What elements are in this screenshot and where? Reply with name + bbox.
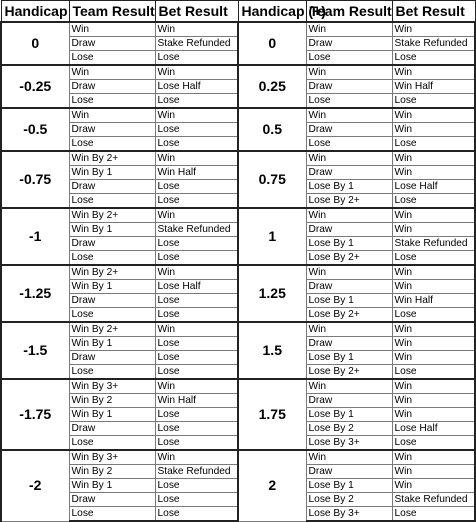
team-result-plus-cell: Draw — [306, 465, 392, 479]
team-result-cell: Win By 2+ — [69, 151, 155, 166]
bet-result-plus-cell: Lose Half — [392, 180, 475, 194]
team-result-cell: Lose — [69, 436, 155, 451]
bet-result-plus-cell: Win — [392, 22, 475, 37]
handicap-cell: -0.25 — [1, 65, 69, 108]
bet-result-cell: Lose — [155, 351, 238, 365]
team-result-plus-cell: Lose By 1 — [306, 180, 392, 194]
team-result-plus-cell: Win — [306, 322, 392, 337]
bet-result-cell: Stake Refunded — [155, 465, 238, 479]
team-result-plus-cell: Draw — [306, 123, 392, 137]
bet-result-cell: Lose Half — [155, 80, 238, 94]
bet-result-plus-cell: Lose Half — [392, 422, 475, 436]
team-result-cell: Win By 2+ — [69, 322, 155, 337]
table-row — [1, 450, 475, 465]
team-result-plus-cell: Win — [306, 65, 392, 80]
bet-result-plus-cell: Lose — [392, 436, 475, 451]
team-result-plus-cell: Draw — [306, 166, 392, 180]
bet-result-plus-cell: Win — [392, 322, 475, 337]
team-result-plus-cell: Win — [306, 22, 392, 37]
bet-result-plus-cell: Win — [392, 208, 475, 223]
handicap-plus-cell: 0.75 — [238, 151, 306, 208]
bet-result-plus-cell: Lose — [392, 507, 475, 522]
bet-result-plus-cell: Win — [392, 465, 475, 479]
bet-result-cell: Win — [155, 379, 238, 394]
bet-result-cell: Win — [155, 108, 238, 123]
bet-result-cell: Stake Refunded — [155, 223, 238, 237]
bet-result-cell: Lose — [155, 51, 238, 66]
team-result-cell: Win By 1 — [69, 166, 155, 180]
team-result-plus-cell: Draw — [306, 394, 392, 408]
bet-result-plus-cell: Lose — [392, 365, 475, 380]
bet-result-cell: Win Half — [155, 394, 238, 408]
team-result-plus-cell: Lose By 1 — [306, 237, 392, 251]
header-bet-result-plus: Bet Result — [392, 1, 475, 23]
bet-result-cell: Lose — [155, 493, 238, 507]
header-row — [1, 1, 475, 23]
header-team-result-plus: Team Result — [306, 1, 392, 23]
bet-result-plus-cell: Win — [392, 351, 475, 365]
team-result-cell: Draw — [69, 37, 155, 51]
team-result-plus-cell: Draw — [306, 337, 392, 351]
bet-result-plus-cell: Lose — [392, 51, 475, 66]
team-result-plus-cell: Draw — [306, 37, 392, 51]
team-result-cell: Draw — [69, 294, 155, 308]
bet-result-cell: Win — [155, 265, 238, 280]
bet-result-cell: Lose Half — [155, 280, 238, 294]
team-result-cell: Win — [69, 22, 155, 37]
team-result-plus-cell: Lose By 3+ — [306, 507, 392, 522]
team-result-plus-cell: Lose By 3+ — [306, 436, 392, 451]
team-result-plus-cell: Lose By 1 — [306, 351, 392, 365]
bet-result-plus-cell: Lose — [392, 194, 475, 209]
table-row — [1, 108, 475, 123]
handicap-cell: -1.25 — [1, 265, 69, 322]
team-result-cell: Lose — [69, 137, 155, 152]
header-handicap: Handicap — [1, 1, 69, 23]
bet-result-cell: Lose — [155, 422, 238, 436]
bet-result-plus-cell: Win — [392, 479, 475, 493]
team-result-plus-cell: Win — [306, 208, 392, 223]
team-result-plus-cell: Lose — [306, 51, 392, 66]
handicap-cell: -1.5 — [1, 322, 69, 379]
handicap-plus-cell: 1.25 — [238, 265, 306, 322]
header-handicap-plus: Handicap (+) — [238, 1, 306, 23]
team-result-plus-cell: Win — [306, 265, 392, 280]
team-result-plus-cell: Lose — [306, 94, 392, 109]
team-result-cell: Draw — [69, 493, 155, 507]
team-result-cell: Win By 2+ — [69, 265, 155, 280]
bet-result-cell: Lose — [155, 180, 238, 194]
team-result-cell: Draw — [69, 237, 155, 251]
bet-result-cell: Lose — [155, 436, 238, 451]
bet-result-cell: Win — [155, 22, 238, 37]
bet-result-plus-cell: Win — [392, 151, 475, 166]
table-row — [1, 65, 475, 80]
team-result-cell: Win By 3+ — [69, 379, 155, 394]
bet-result-cell: Lose — [155, 237, 238, 251]
bet-result-plus-cell: Win — [392, 123, 475, 137]
team-result-cell: Lose — [69, 251, 155, 266]
team-result-cell: Win By 2+ — [69, 208, 155, 223]
bet-result-cell: Win — [155, 151, 238, 166]
bet-result-plus-cell: Win — [392, 408, 475, 422]
bet-result-cell: Lose — [155, 194, 238, 209]
handicap-cell: -0.5 — [1, 108, 69, 151]
bet-result-plus-cell: Win — [392, 280, 475, 294]
bet-result-cell: Win — [155, 65, 238, 80]
bet-result-cell: Lose — [155, 294, 238, 308]
team-result-cell: Lose — [69, 308, 155, 323]
bet-result-cell: Lose — [155, 479, 238, 493]
table-row — [1, 265, 475, 280]
team-result-cell: Win By 1 — [69, 408, 155, 422]
bet-result-cell: Lose — [155, 308, 238, 323]
bet-result-plus-cell: Lose — [392, 137, 475, 152]
table-row — [1, 22, 475, 37]
team-result-cell: Lose — [69, 51, 155, 66]
table-row — [1, 379, 475, 394]
team-result-cell: Win By 2 — [69, 394, 155, 408]
handicap-cell: -0.75 — [1, 151, 69, 208]
team-result-cell: Lose — [69, 365, 155, 380]
team-result-cell: Win — [69, 108, 155, 123]
header-team-result: Team Result — [69, 1, 155, 23]
bet-result-plus-cell: Win — [392, 166, 475, 180]
table-row — [1, 208, 475, 223]
bet-result-plus-cell: Win — [392, 379, 475, 394]
handicap-cell: -1.75 — [1, 379, 69, 450]
bet-result-cell: Lose — [155, 365, 238, 380]
bet-result-plus-cell: Lose — [392, 251, 475, 266]
handicap-plus-cell: 2 — [238, 450, 306, 521]
bet-result-cell: Lose — [155, 408, 238, 422]
bet-result-plus-cell: Win — [392, 223, 475, 237]
team-result-cell: Draw — [69, 351, 155, 365]
team-result-cell: Lose — [69, 94, 155, 109]
team-result-plus-cell: Win — [306, 450, 392, 465]
bet-result-cell: Win — [155, 450, 238, 465]
handicap-plus-cell: 0 — [238, 22, 306, 65]
team-result-cell: Win By 1 — [69, 223, 155, 237]
team-result-cell: Win By 3+ — [69, 450, 155, 465]
bet-result-plus-cell: Win — [392, 265, 475, 280]
team-result-plus-cell: Lose By 1 — [306, 408, 392, 422]
bet-result-plus-cell: Lose — [392, 308, 475, 323]
team-result-cell: Draw — [69, 80, 155, 94]
handicap-cell: 0 — [1, 22, 69, 65]
team-result-plus-cell: Win — [306, 151, 392, 166]
team-result-plus-cell: Draw — [306, 280, 392, 294]
bet-result-cell: Lose — [155, 251, 238, 266]
bet-result-plus-cell: Win Half — [392, 80, 475, 94]
bet-result-plus-cell: Win — [392, 450, 475, 465]
team-result-plus-cell: Draw — [306, 223, 392, 237]
bet-result-cell: Lose — [155, 137, 238, 152]
team-result-cell: Lose — [69, 194, 155, 209]
bet-result-cell: Win Half — [155, 166, 238, 180]
team-result-cell: Win By 1 — [69, 337, 155, 351]
bet-result-cell: Stake Refunded — [155, 37, 238, 51]
handicap-cell: -1 — [1, 208, 69, 265]
team-result-cell: Draw — [69, 422, 155, 436]
team-result-plus-cell: Lose By 1 — [306, 294, 392, 308]
bet-result-plus-cell: Stake Refunded — [392, 237, 475, 251]
team-result-plus-cell: Draw — [306, 80, 392, 94]
team-result-plus-cell: Lose By 2 — [306, 493, 392, 507]
team-result-cell: Draw — [69, 123, 155, 137]
bet-result-cell: Lose — [155, 94, 238, 109]
team-result-plus-cell: Win — [306, 108, 392, 123]
team-result-plus-cell: Lose — [306, 137, 392, 152]
team-result-plus-cell: Lose By 2+ — [306, 308, 392, 323]
team-result-plus-cell: Win — [306, 379, 392, 394]
header-bet-result: Bet Result — [155, 1, 238, 23]
bet-result-cell: Win — [155, 322, 238, 337]
bet-result-plus-cell: Lose — [392, 94, 475, 109]
team-result-plus-cell: Lose By 2+ — [306, 194, 392, 209]
team-result-plus-cell: Lose By 2 — [306, 422, 392, 436]
team-result-plus-cell: Lose By 2+ — [306, 365, 392, 380]
bet-result-plus-cell: Win — [392, 108, 475, 123]
table-body — [1, 22, 475, 521]
bet-result-plus-cell: Win — [392, 65, 475, 80]
handicap-plus-cell: 1.5 — [238, 322, 306, 379]
team-result-cell: Win — [69, 65, 155, 80]
bet-result-plus-cell: Stake Refunded — [392, 37, 475, 51]
team-result-plus-cell: Lose By 1 — [306, 479, 392, 493]
bet-result-plus-cell: Win Half — [392, 294, 475, 308]
team-result-cell: Draw — [69, 180, 155, 194]
bet-result-cell: Lose — [155, 123, 238, 137]
bet-result-plus-cell: Win — [392, 394, 475, 408]
bet-result-cell: Lose — [155, 337, 238, 351]
team-result-cell: Win By 1 — [69, 280, 155, 294]
team-result-cell: Win By 2 — [69, 465, 155, 479]
team-result-plus-cell: Lose By 2+ — [306, 251, 392, 266]
handicap-plus-cell: 1.75 — [238, 379, 306, 450]
handicap-cell: -2 — [1, 450, 69, 521]
handicap-plus-cell: 1 — [238, 208, 306, 265]
bet-result-cell: Lose — [155, 507, 238, 522]
team-result-cell: Win By 1 — [69, 479, 155, 493]
table-row — [1, 151, 475, 166]
team-result-cell: Lose — [69, 507, 155, 522]
handicap-plus-cell: 0.25 — [238, 65, 306, 108]
bet-result-cell: Win — [155, 208, 238, 223]
handicap-plus-cell: 0.5 — [238, 108, 306, 151]
table-row — [1, 322, 475, 337]
bet-result-plus-cell: Win — [392, 337, 475, 351]
bet-result-plus-cell: Stake Refunded — [392, 493, 475, 507]
